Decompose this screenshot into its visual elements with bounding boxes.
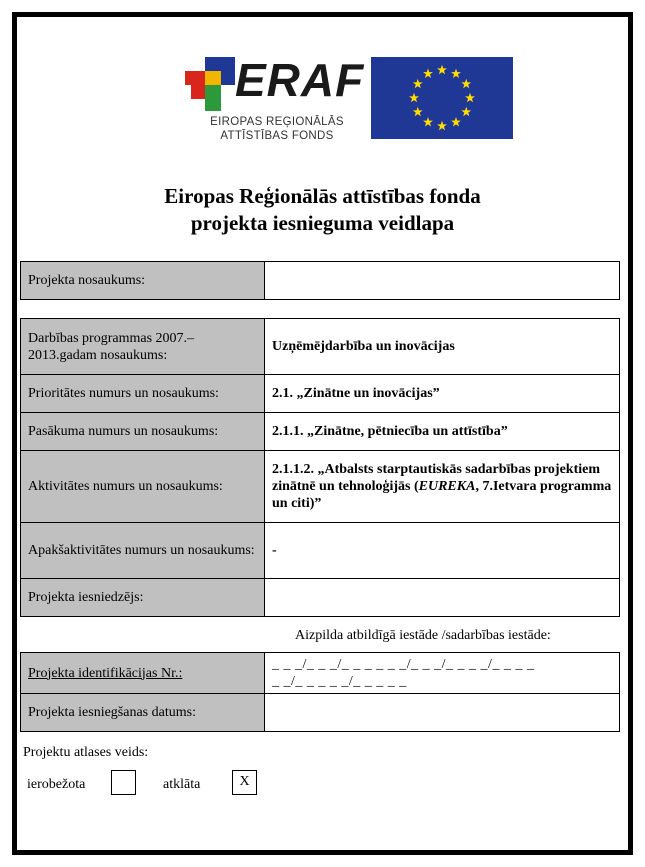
eu-star-icon: [437, 65, 447, 74]
eu-star-icon: [461, 107, 471, 116]
subactivity-value: -: [265, 523, 620, 579]
activity-value-suffix: , 7.Ietvara programma un citi)”: [272, 479, 612, 511]
table-row: [21, 319, 620, 375]
eu-star-icon: [413, 79, 423, 88]
eraf-subtitle: [197, 115, 357, 143]
activity-value-prefix: 2.1.1.2. „Atbalsts starptautiskās sadarbības projektiem zinātnē un tehnoloģijās (: [272, 462, 600, 494]
identification-line2: _ _/_ _ _ _ _/_ _ _ _ _: [272, 674, 407, 689]
project-name-field[interactable]: [265, 262, 620, 300]
eu-star-icon: [423, 69, 433, 78]
identification-label-text: Projekta identifikācijas Nr.:: [28, 665, 183, 681]
measure-value: 2.1.1. „Zinātne, pētniecība un attīstība”: [265, 413, 620, 451]
option-restricted-label: ierobežota: [27, 777, 86, 792]
activity-value: [265, 451, 620, 523]
identification-label: [21, 653, 265, 694]
table-row: [21, 694, 620, 732]
option-open-checkbox[interactable]: X: [232, 770, 257, 795]
option-restricted-checkbox[interactable]: [111, 770, 136, 795]
eu-star-icon: [465, 93, 475, 102]
identification-table: [20, 652, 620, 732]
program-label: Darbības programmas 2007.–2013.gadam nosaukums:: [21, 319, 265, 375]
activity-label: Aktivitātes numurs un nosaukums:: [21, 451, 265, 523]
eraf-logo: [185, 47, 365, 151]
applicant-field[interactable]: [265, 579, 620, 617]
eraf-subtitle-line2: ATTĪSTĪBAS FONDS: [220, 130, 334, 142]
table-row: [21, 262, 620, 300]
form-title-line1: Eiropas Reģionālās attīstības fonda: [164, 184, 481, 208]
table-row: [21, 653, 620, 694]
identification-field[interactable]: [265, 653, 620, 694]
measure-label: Pasākuma numurs un nosaukums:: [21, 413, 265, 451]
submission-date-field[interactable]: [265, 694, 620, 732]
eu-star-icon: [451, 117, 461, 126]
eu-star-icon: [461, 79, 471, 88]
selection-type-title: Projektu atlases veids:: [23, 745, 149, 760]
submission-date-label: Projekta iesniegšanas datums:: [21, 694, 265, 732]
eu-star-icon: [437, 121, 447, 130]
table-row: [21, 579, 620, 617]
program-value: Uzņēmējdarbība un inovācijas: [265, 319, 620, 375]
subactivity-label: Apakšaktivitātes numurs un nosaukums:: [21, 523, 265, 579]
table-row: [21, 375, 620, 413]
eu-star-icon: [413, 107, 423, 116]
priority-label: Prioritātes numurs un nosaukums:: [21, 375, 265, 413]
filled-by-note: Aizpilda atbildīgā iestāde /sadarbības iestāde:: [295, 628, 551, 643]
priority-value: 2.1. „Zinātne un inovācijas”: [265, 375, 620, 413]
eu-star-icon: [409, 93, 419, 102]
eu-flag: [371, 57, 513, 139]
page-frame: [12, 12, 633, 855]
option-open-label: atklāta: [163, 777, 201, 792]
eraf-subtitle-line1: EIROPAS REĢIONĀLĀS: [210, 116, 344, 128]
identification-line1: _ _ _/_ _ _/_ _ _ _ _ _/_ _ _/_ _ _ _/_ _ _ _: [272, 657, 535, 672]
applicant-label: Projekta iesniedzējs:: [21, 579, 265, 617]
form-title-line2: projekta iesnieguma veidlapa: [190, 211, 455, 235]
eu-stars-icon: [371, 57, 513, 139]
project-name-label: Projekta nosaukums:: [21, 262, 265, 300]
eu-star-icon: [423, 117, 433, 126]
table-row: [21, 523, 620, 579]
eraf-wordmark: ERAF: [235, 54, 365, 106]
project-name-table: [20, 261, 620, 300]
eu-star-icon: [451, 69, 461, 78]
activity-value-italic: EUREKA: [418, 479, 476, 494]
table-row: [21, 413, 620, 451]
eraf-squares-icon: [185, 57, 241, 113]
table-row: [21, 451, 620, 523]
program-details-table: [20, 318, 620, 617]
